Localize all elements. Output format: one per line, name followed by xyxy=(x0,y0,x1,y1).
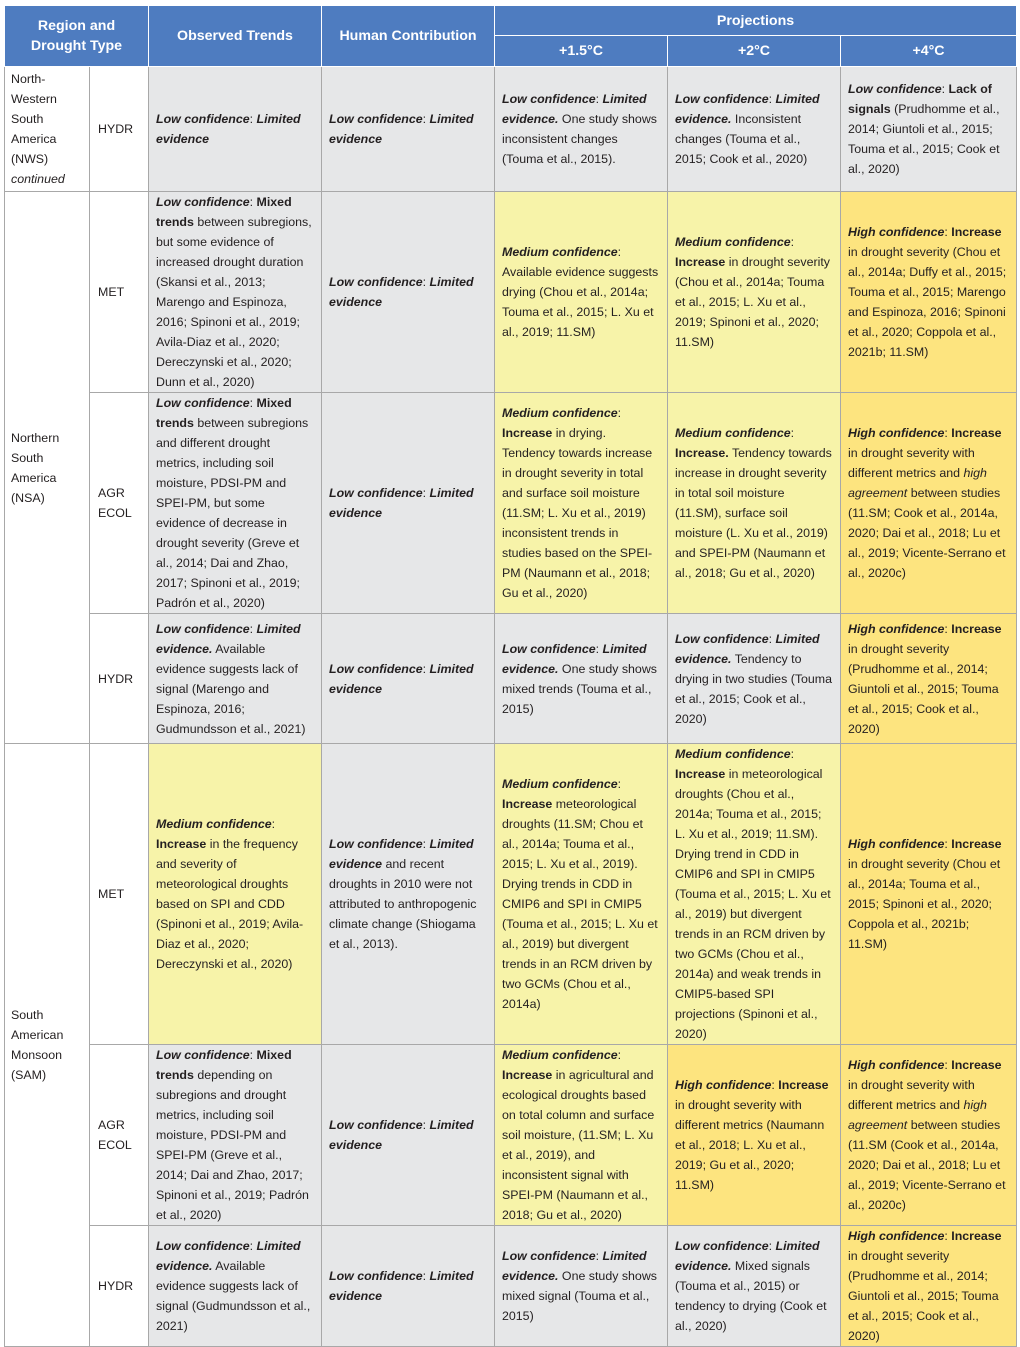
emphasis-text: Low confidence xyxy=(329,661,423,676)
emphasis-text: Low confidence xyxy=(156,396,250,410)
cell-text-run: in drought severity (Chou et al., 2014a; Touma et al., 2015; Spinoni et al., 2020; Coppola et al., 2021b; 11.SM) xyxy=(848,857,1001,951)
cell-text-run: : xyxy=(944,621,952,636)
cell-text-run: : xyxy=(944,426,952,440)
emphasis-text: Increase xyxy=(951,1229,1002,1243)
cell-text-run: in the frequency and severity of meteorological droughts based on SPI and CDD (Spinoni et al., 2019; Avila-Diaz et al., 2020; Dereczynski et al., 2020) xyxy=(156,837,304,971)
drought-type: MET xyxy=(90,744,149,1045)
region-sam xyxy=(5,744,90,1347)
table-row xyxy=(5,1045,1017,1226)
table-row xyxy=(5,67,1017,192)
drought-type: HYDR xyxy=(90,67,149,192)
human-contribution-cell xyxy=(322,393,495,614)
observed-trends-cell xyxy=(149,1226,322,1347)
projection-1-5c-cell xyxy=(495,67,668,192)
emphasis-text: High confidence xyxy=(848,621,945,636)
human-contribution-cell xyxy=(322,1045,495,1226)
cell-text-run: : xyxy=(944,837,952,851)
emphasis-text: Medium confidence xyxy=(502,406,618,420)
emphasis-text: Increase xyxy=(778,1078,829,1092)
projection-4c-cell xyxy=(841,67,1017,192)
cell-text-run: : xyxy=(944,1229,952,1243)
observed-trends-cell xyxy=(149,393,322,614)
projection-1-5c-cell xyxy=(495,744,668,1045)
emphasis-text: Limited evidence xyxy=(329,837,474,871)
drought-type: AGR ECOL xyxy=(90,393,149,614)
cell-text-run: : xyxy=(422,275,430,289)
cell-text-run: : xyxy=(249,1048,257,1062)
cell-text-run: One study shows mixed signal (Touma et al., 2015) xyxy=(502,1269,657,1323)
cell-text-run: : Available evidence suggests drying (Chou et al., 2014a; Touma et al., 2015; L. Xu et al., 2019; 11.SM) xyxy=(502,245,659,339)
cell-text-run: Northern South America (NSA) xyxy=(11,430,60,505)
emphasis-text: High confidence xyxy=(848,426,945,440)
human-contribution-cell xyxy=(322,67,495,192)
drought-assessment-table xyxy=(4,5,1017,1347)
cell-text-run: : xyxy=(790,747,795,761)
projection-2c-cell xyxy=(668,192,841,393)
projection-1-5c-cell xyxy=(495,614,668,744)
cell-text-run: in meteorological droughts (Chou et al., 2014a; Touma et al., 2015; L. Xu et al., 2019; 11.SM). Drying trend in CDD in CMIP6 and SPI in CMIP5 (Touma et al., 2015; L. Xu et al., 2019) but divergent trends in an RCM driven by two GCMs (Chou et al., 2014a) and weak trends in CMIP5-based SPI projections (Spinoni et al., 2020) xyxy=(675,767,831,1041)
emphasis-text: Low confidence xyxy=(675,1239,769,1253)
emphasis-text: Mixed trends xyxy=(156,195,292,229)
emphasis-text: Increase xyxy=(502,797,553,811)
emphasis-text: Increase xyxy=(502,426,553,440)
cell-text-run: : xyxy=(941,82,949,96)
human-contribution-cell xyxy=(322,192,495,393)
emphasis-text: Low confidence xyxy=(675,631,769,646)
cell-text-run: : xyxy=(790,426,795,440)
emphasis-text: Increase xyxy=(502,1068,553,1082)
cell-text-run: depending on subregions and drought metrics, including soil moisture, PDSI-PM and SPEI-PM (Greve et al., 2014; Dai and Zhao, 2017; Spinoni et al., 2019; Padrón et al., 2020) xyxy=(156,1068,309,1222)
emphasis-text: Low confidence xyxy=(329,275,423,289)
emphasis-text: Mixed trends xyxy=(156,1048,292,1082)
cell-text-run: Mixed signals (Touma et al., 2015) or tendency to drying (Cook et al., 2020) xyxy=(675,1259,827,1333)
cell-text-run: between subregions, but some evidence of increased drought duration (Skansi et al., 2013; Marengo and Espinoza, 2016; Spinoni et al., 2019; Avila-Diaz et al., 2020; Dereczynski et al., 2020; Dunn et al., 2020) xyxy=(156,215,312,389)
emphasis-text: Lack of signals xyxy=(848,82,992,116)
emphasis-text: Increase xyxy=(951,426,1002,440)
emphasis-text: Limited evidence. xyxy=(502,92,647,126)
emphasis-text: Medium confidence xyxy=(502,245,618,259)
emphasis-text: Limited evidence xyxy=(329,661,474,696)
emphasis-text: Increase xyxy=(951,621,1002,636)
emphasis-text: Low confidence xyxy=(329,1269,423,1283)
emphasis-text: Low confidence xyxy=(329,486,423,500)
emphasis-text: Low confidence xyxy=(156,1239,250,1253)
projection-4c-cell xyxy=(841,192,1017,393)
projection-4c-cell xyxy=(841,614,1017,744)
drought-type: HYDR xyxy=(90,614,149,744)
cell-text-run: : xyxy=(617,777,622,791)
projection-2c-cell xyxy=(668,393,841,614)
cell-text-run: Tendency to drying in two studies (Touma et al., 2015; Cook et al., 2020) xyxy=(675,651,833,726)
cell-text-run: : xyxy=(771,1078,779,1092)
drought-type: AGR ECOL xyxy=(90,1045,149,1226)
cell-text-run: : xyxy=(249,195,257,209)
emphasis-text: high agreement xyxy=(848,1098,987,1132)
cell-text-run: : xyxy=(595,1249,603,1263)
emphasis-text: Limited evidence. xyxy=(156,1239,301,1273)
projection-2c-cell xyxy=(668,1226,841,1347)
cell-text-run: : xyxy=(790,235,795,249)
emphasis-text: Medium confidence xyxy=(675,747,791,761)
cell-text-run: : xyxy=(422,661,430,676)
cell-text-run: : xyxy=(271,817,276,831)
emphasis-text: Increase xyxy=(951,225,1002,239)
emphasis-text: Low confidence xyxy=(848,82,942,96)
cell-text-run: : xyxy=(768,1239,776,1253)
projection-2c-cell xyxy=(668,67,841,192)
table-row xyxy=(5,614,1017,744)
cell-text-run: : xyxy=(422,1269,430,1283)
cell-text-run: : xyxy=(249,396,257,410)
emphasis-text: High confidence xyxy=(848,1058,945,1072)
emphasis-text: Increase. xyxy=(675,446,729,460)
cell-text-run: One study shows inconsistent changes (Touma et al., 2015). xyxy=(502,112,657,166)
cell-text-run: in drought severity with different metrics and xyxy=(848,1078,975,1112)
cell-text-run: : xyxy=(617,1048,622,1062)
observed-trends-cell xyxy=(149,192,322,393)
emphasis-text: Low confidence xyxy=(502,641,596,656)
drought-type: MET xyxy=(90,192,149,393)
cell-text-run: between subregions and different drought metrics, including soil moisture, PDSI-PM and SPEI-PM, but some evidence of decrease in drought severity (Greve et al., 2014; Dai and Zhao, 2017; Spinoni et al., 2019; Padrón et al., 2020) xyxy=(156,416,309,610)
emphasis-text: Low confidence xyxy=(502,92,596,106)
cell-text-run: : xyxy=(249,1239,257,1253)
observed-trends-cell xyxy=(149,67,322,192)
cell-text-run: : xyxy=(595,92,603,106)
cell-text-run: One study shows mixed trends (Touma et al., 2015) xyxy=(502,661,657,716)
cell-text-run: Inconsistent changes (Touma et al., 2015; Cook et al., 2020) xyxy=(675,112,808,166)
emphasis-text: Limited evidence. xyxy=(502,641,647,676)
emphasis-text: Medium confidence xyxy=(502,1048,618,1062)
emphasis-text: continued xyxy=(11,172,65,186)
cell-text-run: between studies (11.SM (Cook et al., 2014a, 2020; Dai et al., 2018; Lu et al., 2019; Vicente-Serrano et al., 2020c) xyxy=(848,1118,1006,1212)
cell-text-run: and recent droughts in 2010 were not attributed to anthropogenic climate change (Shiogama et al., 2013). xyxy=(329,857,477,951)
drought-type: HYDR xyxy=(90,1226,149,1347)
emphasis-text: Limited evidence xyxy=(329,112,474,146)
cell-text-run: : xyxy=(422,112,430,126)
emphasis-text: High confidence xyxy=(848,1229,945,1243)
cell-text-run: : xyxy=(595,641,603,656)
observed-trends-cell xyxy=(149,1045,322,1226)
emphasis-text: Medium confidence xyxy=(502,777,618,791)
cell-text-run: in drying. Tendency towards increase in drought severity in total and surface soil moisture (11.SM; L. Xu et al., 2019) inconsistent trends in studies based on the SPEI-PM (Naumann et al., 2018; Gu et al., 2020) xyxy=(502,426,653,600)
emphasis-text: Limited evidence xyxy=(329,275,474,309)
header-plus-4c: +4°C xyxy=(841,36,1017,67)
cell-text-run: in drought severity (Chou et al., 2014a; Duffy et al., 2015; Touma et al., 2015; Marengo and Espinoza, 2016; Spinoni et al., 2020; Coppola et al., 2021b; 11.SM) xyxy=(848,245,1007,359)
cell-text-run: in drought severity with different metrics (Naumann et al., 2018; L. Xu et al., 2019; Gu et al., 2020; 11.SM) xyxy=(675,1098,825,1192)
cell-text-run: meteorological droughts (11.SM; Chou et al., 2014a; Touma et al., 2015; L. Xu et al., 2019). Drying trends in CDD in CMIP6 and SPI in CMIP5 (Touma et al., 2015; L. Xu et al., 2019) but divergent trends in an RCM driven by two GCMs (Chou et al., 2014a) xyxy=(502,797,658,1011)
emphasis-text: Low confidence xyxy=(329,1118,423,1132)
region-nws xyxy=(5,67,90,192)
cell-text-run: Available evidence suggests lack of signal (Gudmundsson et al., 2021) xyxy=(156,1259,311,1333)
cell-text-run: : xyxy=(944,225,952,239)
emphasis-text: Low confidence xyxy=(329,112,423,126)
emphasis-text: High confidence xyxy=(675,1078,772,1092)
cell-text-run: in drought severity (Chou et al., 2014a; Touma et al., 2015; L. Xu et al., 2019; Spinoni et al., 2020; 11.SM) xyxy=(675,255,830,349)
cell-text-run: : xyxy=(249,621,257,636)
cell-text-run: : xyxy=(422,1118,430,1132)
header-human-contribution: Human Contribution xyxy=(322,6,495,67)
projection-2c-cell xyxy=(668,744,841,1045)
table-row xyxy=(5,744,1017,1045)
emphasis-text: Limited evidence. xyxy=(675,631,820,666)
emphasis-text: Limited evidence. xyxy=(675,92,820,126)
cell-text-run: between studies (11.SM; Cook et al., 2014a, 2020; Dai et al., 2018; Lu et al., 2019; Vicente-Serrano et al., 2020c) xyxy=(848,486,1006,580)
cell-text-run: : xyxy=(768,92,776,106)
emphasis-text: Limited evidence xyxy=(329,1118,474,1152)
region-nsa xyxy=(5,192,90,744)
emphasis-text: High confidence xyxy=(848,225,945,239)
cell-text-run: North-Western South America (NWS) xyxy=(11,72,57,166)
projection-2c-cell xyxy=(668,1045,841,1226)
header-region-type: Region and Drought Type xyxy=(5,6,149,67)
emphasis-text: Medium confidence xyxy=(156,817,272,831)
projection-1-5c-cell xyxy=(495,192,668,393)
projection-4c-cell xyxy=(841,1045,1017,1226)
table-row xyxy=(5,393,1017,614)
projection-1-5c-cell xyxy=(495,1045,668,1226)
emphasis-text: Low confidence xyxy=(156,195,250,209)
cell-text-run: (Prudhomme et al., 2014; Giuntoli et al., 2015; Touma et al., 2015; Cook et al., 2020) xyxy=(848,102,1000,176)
emphasis-text: Increase xyxy=(675,255,726,269)
emphasis-text: Limited evidence. xyxy=(675,1239,820,1273)
cell-text-run: : xyxy=(249,112,257,126)
emphasis-text: Limited evidence. xyxy=(502,1249,647,1283)
emphasis-text: Mixed trends xyxy=(156,396,292,430)
emphasis-text: Increase xyxy=(951,1058,1002,1072)
header-observed-trends: Observed Trends xyxy=(149,6,322,67)
emphasis-text: Limited evidence xyxy=(329,1269,474,1303)
emphasis-text: Low confidence xyxy=(156,621,250,636)
emphasis-text: Low confidence xyxy=(329,837,423,851)
cell-text-run: in drought severity with different metrics and xyxy=(848,446,975,480)
cell-text-run: in drought severity (Prudhomme et al., 2014; Giuntoli et al., 2015; Touma et al., 2015; Cook et al., 2020) xyxy=(848,1249,999,1343)
observed-trends-cell xyxy=(149,744,322,1045)
human-contribution-cell xyxy=(322,614,495,744)
header-plus-1-5c: +1.5°C xyxy=(495,36,668,67)
table-row xyxy=(5,192,1017,393)
observed-trends-cell xyxy=(149,614,322,744)
emphasis-text: Low confidence xyxy=(156,1048,250,1062)
emphasis-text: Increase xyxy=(951,837,1002,851)
cell-text-run: South American Monsoon (SAM) xyxy=(11,1008,64,1082)
projection-4c-cell xyxy=(841,393,1017,614)
emphasis-text: High confidence xyxy=(848,837,945,851)
table-row xyxy=(5,1226,1017,1347)
cell-text-run: : xyxy=(768,631,776,646)
header-plus-2c: +2°C xyxy=(668,36,841,67)
emphasis-text: high agreement xyxy=(848,466,987,500)
cell-text-run: : xyxy=(422,837,430,851)
human-contribution-cell xyxy=(322,744,495,1045)
emphasis-text: Limited evidence xyxy=(156,112,301,146)
cell-text-run: in agricultural and ecological droughts based on total column and surface soil moisture, (11.SM; L. Xu et al., 2019), and inconsistent signal with SPEI-PM (Naumann et al., 2018; Gu et al., 2020) xyxy=(502,1068,655,1222)
emphasis-text: Increase xyxy=(675,767,726,781)
cell-text-run: : xyxy=(422,486,430,500)
cell-text-run: : xyxy=(944,1058,952,1072)
projection-4c-cell xyxy=(841,744,1017,1045)
cell-text-run: Available evidence suggests lack of signal (Marengo and Espinoza, 2016; Gudmundsson et al., 2021) xyxy=(156,641,306,736)
emphasis-text: Medium confidence xyxy=(675,426,791,440)
cell-text-run: in drought severity (Prudhomme et al., 2014; Giuntoli et al., 2015; Touma et al., 2015; Cook et al., 2020) xyxy=(848,641,999,736)
projection-1-5c-cell xyxy=(495,1226,668,1347)
emphasis-text: Limited evidence xyxy=(329,486,474,520)
emphasis-text: Limited evidence. xyxy=(156,621,301,656)
emphasis-text: Low confidence xyxy=(675,92,769,106)
cell-text-run: : xyxy=(617,406,622,420)
projection-2c-cell xyxy=(668,614,841,744)
human-contribution-cell xyxy=(322,1226,495,1347)
cell-text-run: Tendency towards increase in drought severity in total soil moisture (11.SM), surface soil moisture (L. Xu et al., 2019) and SPEI-PM (Naumann et al., 2018; Gu et al., 2020) xyxy=(675,446,832,580)
emphasis-text: Medium confidence xyxy=(675,235,791,249)
emphasis-text: Low confidence xyxy=(156,112,250,126)
header-projections: Projections xyxy=(495,6,1017,36)
projection-4c-cell xyxy=(841,1226,1017,1347)
emphasis-text: Low confidence xyxy=(502,1249,596,1263)
projection-1-5c-cell xyxy=(495,393,668,614)
emphasis-text: Increase xyxy=(156,837,207,851)
